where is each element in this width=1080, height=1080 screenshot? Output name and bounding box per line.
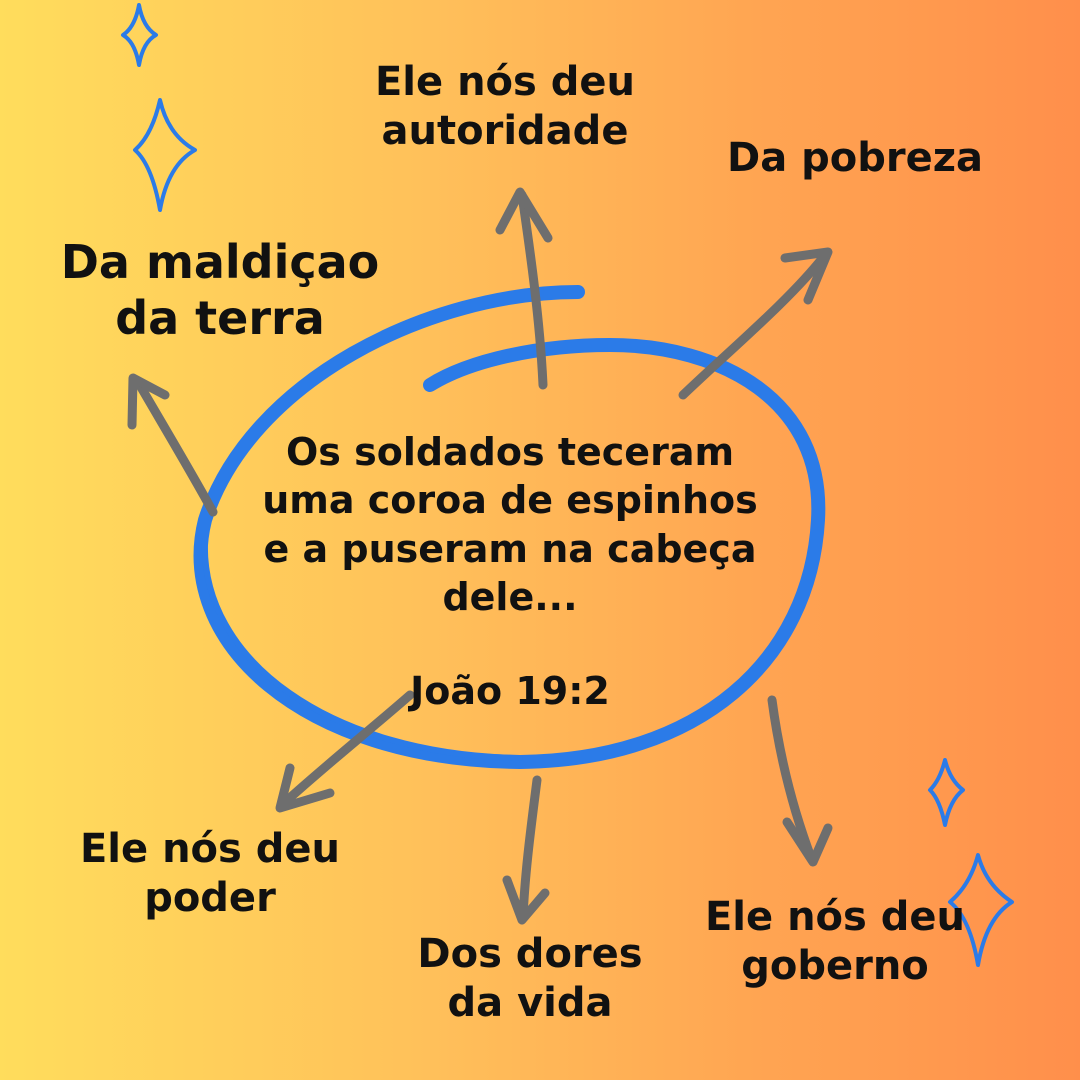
branch-poder: [50, 825, 370, 923]
branch-line: goberno: [741, 942, 929, 989]
branch-line: Da pobreza: [727, 135, 983, 181]
branch-line: Ele nós deu: [79, 826, 341, 872]
center-quote: [200, 428, 820, 621]
arrow-down-goberno-icon: [772, 700, 828, 862]
branch-line: Da maldiçao: [60, 235, 380, 289]
quote-line: uma coroa de espinhos: [262, 478, 758, 523]
sparkle-icon: [123, 5, 156, 65]
branch-goberno: [685, 893, 985, 991]
quote-line: Os soldados teceram: [285, 430, 735, 474]
branch-line: da vida: [447, 979, 613, 1026]
branch-autoridade: [340, 58, 670, 156]
branch-pobreza: [700, 134, 1010, 183]
branch-maldicao: [40, 234, 400, 346]
arrow-up-right-pobreza-icon: [683, 252, 828, 395]
branch-line: da terra: [115, 291, 325, 346]
bible-reference: João 19:2: [410, 669, 610, 713]
branch-line: autoridade: [381, 107, 629, 154]
branch-line: Ele nós deu: [374, 59, 636, 105]
quote-line: dele...: [442, 574, 578, 619]
sparkle-icon: [135, 100, 195, 210]
branch-line: Dos dores: [417, 931, 643, 977]
quote-line: e a puseram na cabeça: [263, 526, 757, 571]
branch-line: Ele nós deu: [704, 894, 966, 940]
arrow-down-dores-icon: [507, 780, 545, 920]
branch-line: poder: [144, 874, 276, 921]
branch-dores: [385, 930, 675, 1028]
sparkle-icon: [930, 760, 963, 825]
